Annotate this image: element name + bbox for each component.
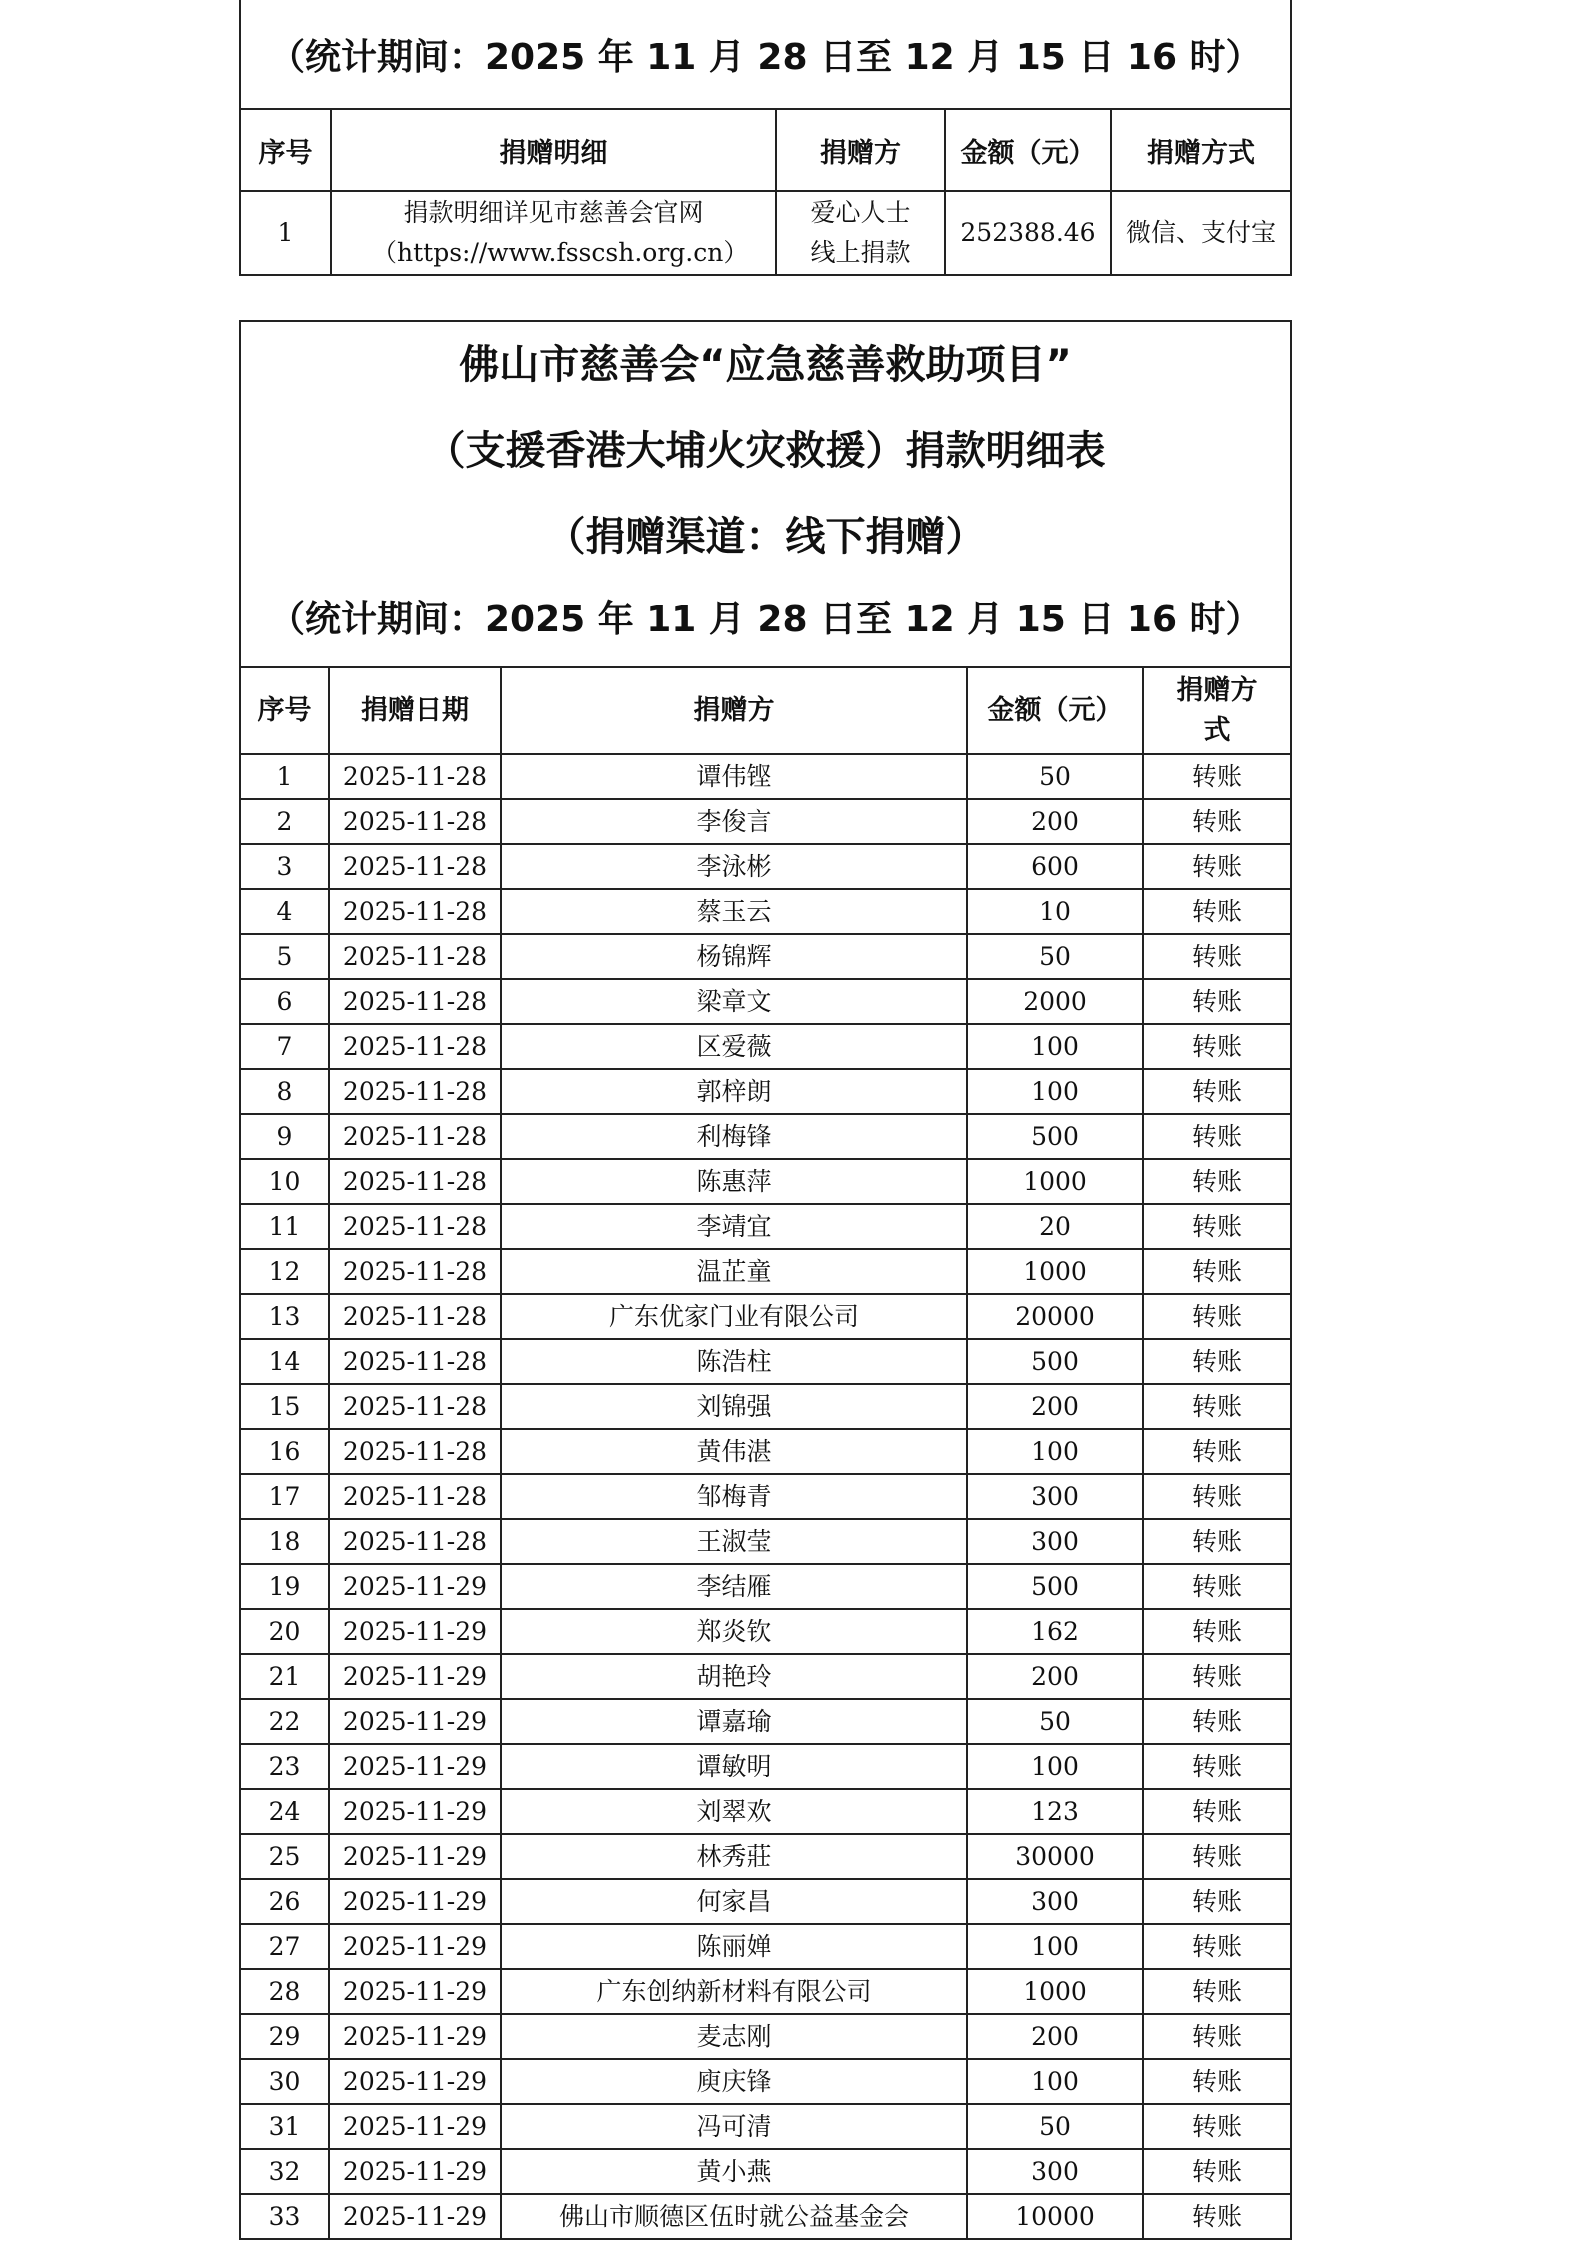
cell-method: 转账 <box>1143 1519 1291 1564</box>
cell-amount: 30000 <box>967 1834 1143 1879</box>
cell-method: 转账 <box>1143 1924 1291 1969</box>
offline-table-body <box>240 754 1291 2239</box>
cell-donor: 刘翠欢 <box>501 1789 967 1834</box>
cell-index: 32 <box>240 2149 329 2194</box>
header-detail: 捐赠明细 <box>331 109 776 191</box>
cell-method: 转账 <box>1143 1294 1291 1339</box>
cell-donor: 梁章文 <box>501 979 967 1024</box>
cell-method: 转账 <box>1143 2194 1291 2239</box>
cell-method: 转账 <box>1143 934 1291 979</box>
cell-amount: 300 <box>967 1474 1143 1519</box>
cell-method: 转账 <box>1143 1159 1291 1204</box>
cell-method: 转账 <box>1143 1249 1291 1294</box>
cell-amount: 300 <box>967 1879 1143 1924</box>
cell-donor: 区爱薇 <box>501 1024 967 1069</box>
cell-method: 转账 <box>1143 844 1291 889</box>
cell-donor: 蔡玉云 <box>501 889 967 934</box>
cell-donor: 杨锦辉 <box>501 934 967 979</box>
table-row <box>240 934 1291 979</box>
cell-index: 33 <box>240 2194 329 2239</box>
cell-index: 29 <box>240 2014 329 2059</box>
cell-index: 19 <box>240 1564 329 1609</box>
cell-donor: 麦志刚 <box>501 2014 967 2059</box>
cell-index: 25 <box>240 1834 329 1879</box>
table-row <box>240 754 1291 799</box>
header-amount: 金额（元） <box>967 667 1143 754</box>
table-row <box>240 2059 1291 2104</box>
header-method: 捐赠方式 <box>1143 667 1291 754</box>
cell-method: 转账 <box>1143 1339 1291 1384</box>
cell-index: 11 <box>240 1204 329 1249</box>
header-index: 序号 <box>240 109 331 191</box>
cell-method: 转账 <box>1143 1069 1291 1114</box>
cell-index: 1 <box>240 754 329 799</box>
cell-date: 2025-11-28 <box>329 1069 501 1114</box>
offline-header-row <box>240 667 1291 754</box>
cell-index: 4 <box>240 889 329 934</box>
cell-method: 转账 <box>1143 1654 1291 1699</box>
cell-amount: 200 <box>967 1654 1143 1699</box>
cell-donor: 庾庆锋 <box>501 2059 967 2104</box>
table-row <box>240 844 1291 889</box>
cell-detail: 捐款明细详见市慈善会官网（https://www.fsscsh.org.cn） <box>331 191 776 275</box>
cell-date: 2025-11-28 <box>329 844 501 889</box>
cell-index: 14 <box>240 1339 329 1384</box>
cell-date: 2025-11-28 <box>329 1429 501 1474</box>
cell-method: 转账 <box>1143 754 1291 799</box>
cell-amount: 123 <box>967 1789 1143 1834</box>
cell-amount: 252388.46 <box>945 191 1111 275</box>
table-row <box>240 1789 1291 1834</box>
cell-date: 2025-11-28 <box>329 1024 501 1069</box>
table-row <box>240 1474 1291 1519</box>
table-row <box>240 1519 1291 1564</box>
cell-date: 2025-11-28 <box>329 1159 501 1204</box>
cell-date: 2025-11-29 <box>329 2194 501 2239</box>
cell-amount: 100 <box>967 1069 1143 1114</box>
cell-donor: 黄伟湛 <box>501 1429 967 1474</box>
table-row <box>240 1564 1291 1609</box>
cell-amount: 50 <box>967 1699 1143 1744</box>
header-donor: 捐赠方 <box>776 109 945 191</box>
table-row <box>240 1924 1291 1969</box>
cell-donor: 郭梓朗 <box>501 1069 967 1114</box>
cell-donor: 陈丽婵 <box>501 1924 967 1969</box>
cell-donor: 利梅锋 <box>501 1114 967 1159</box>
cell-amount: 2000 <box>967 979 1143 1024</box>
cell-donor: 李靖宜 <box>501 1204 967 1249</box>
table-row <box>240 1069 1291 1114</box>
cell-method: 转账 <box>1143 1114 1291 1159</box>
cell-method: 转账 <box>1143 1024 1291 1069</box>
online-header-row <box>240 109 1291 191</box>
cell-method: 转账 <box>1143 1744 1291 1789</box>
cell-date: 2025-11-29 <box>329 1609 501 1654</box>
cell-method: 转账 <box>1143 1879 1291 1924</box>
cell-index: 16 <box>240 1429 329 1474</box>
cell-donor: 陈浩柱 <box>501 1339 967 1384</box>
cell-method: 转账 <box>1143 889 1291 934</box>
header-index: 序号 <box>240 667 329 754</box>
cell-date: 2025-11-29 <box>329 1744 501 1789</box>
table-row <box>240 1294 1291 1339</box>
cell-amount: 100 <box>967 1429 1143 1474</box>
cell-amount: 600 <box>967 844 1143 889</box>
cell-index: 22 <box>240 1699 329 1744</box>
cell-donor: 李结雁 <box>501 1564 967 1609</box>
cell-index: 5 <box>240 934 329 979</box>
cell-index: 1 <box>240 191 331 275</box>
cell-date: 2025-11-29 <box>329 1564 501 1609</box>
cell-donor: 何家昌 <box>501 1879 967 1924</box>
cell-index: 27 <box>240 1924 329 1969</box>
header-donor: 捐赠方 <box>501 667 967 754</box>
cell-amount: 100 <box>967 2059 1143 2104</box>
cell-index: 28 <box>240 1969 329 2014</box>
cell-date: 2025-11-28 <box>329 1294 501 1339</box>
cell-index: 10 <box>240 1159 329 1204</box>
table-row <box>240 1699 1291 1744</box>
cell-method: 转账 <box>1143 1564 1291 1609</box>
table-row <box>240 1879 1291 1924</box>
cell-index: 8 <box>240 1069 329 1114</box>
table-row <box>240 2104 1291 2149</box>
cell-donor: 陈惠萍 <box>501 1159 967 1204</box>
cell-method: 转账 <box>1143 2014 1291 2059</box>
offline-title-line2: （支援香港大埔火灾救援）捐款明细表 <box>425 428 1106 474</box>
cell-donor: 爱心人士线上捐款 <box>776 191 945 275</box>
cell-index: 20 <box>240 1609 329 1654</box>
cell-amount: 50 <box>967 754 1143 799</box>
cell-date: 2025-11-28 <box>329 1474 501 1519</box>
table-row <box>240 191 1291 275</box>
cell-date: 2025-11-29 <box>329 2149 501 2194</box>
cell-donor: 广东优家门业有限公司 <box>501 1294 967 1339</box>
cell-index: 13 <box>240 1294 329 1339</box>
table-row <box>240 1654 1291 1699</box>
table-row <box>240 1969 1291 2014</box>
cell-amount: 500 <box>967 1564 1143 1609</box>
offline-title-block <box>240 321 1291 667</box>
cell-amount: 200 <box>967 799 1143 844</box>
cell-date: 2025-11-28 <box>329 1519 501 1564</box>
cell-date: 2025-11-29 <box>329 2059 501 2104</box>
cell-amount: 1000 <box>967 1249 1143 1294</box>
cell-index: 7 <box>240 1024 329 1069</box>
cell-method: 转账 <box>1143 2059 1291 2104</box>
cell-date: 2025-11-29 <box>329 1969 501 2014</box>
cell-method: 转账 <box>1143 1969 1291 2014</box>
cell-amount: 300 <box>967 1519 1143 1564</box>
cell-method: 转账 <box>1143 2149 1291 2194</box>
table-row <box>240 2014 1291 2059</box>
cell-donor: 郑炎钦 <box>501 1609 967 1654</box>
cell-donor: 佛山市顺德区伍时就公益基金会 <box>501 2194 967 2239</box>
cell-amount: 10 <box>967 889 1143 934</box>
cell-method: 转账 <box>1143 1834 1291 1879</box>
cell-index: 30 <box>240 2059 329 2104</box>
table-row <box>240 979 1291 1024</box>
cell-date: 2025-11-29 <box>329 1789 501 1834</box>
cell-index: 15 <box>240 1384 329 1429</box>
table-row <box>240 1204 1291 1249</box>
cell-method: 转账 <box>1143 979 1291 1024</box>
cell-date: 2025-11-29 <box>329 2014 501 2059</box>
cell-method: 转账 <box>1143 1789 1291 1834</box>
cell-amount: 200 <box>967 2014 1143 2059</box>
cell-amount: 100 <box>967 1924 1143 1969</box>
cell-date: 2025-11-28 <box>329 1249 501 1294</box>
cell-donor: 李泳彬 <box>501 844 967 889</box>
cell-method: 转账 <box>1143 1609 1291 1654</box>
table-row <box>240 2149 1291 2194</box>
cell-donor: 王淑莹 <box>501 1519 967 1564</box>
online-donation-table <box>239 0 1292 276</box>
cell-donor: 黄小燕 <box>501 2149 967 2194</box>
cell-method: 转账 <box>1143 799 1291 844</box>
cell-amount: 100 <box>967 1744 1143 1789</box>
cell-date: 2025-11-29 <box>329 1924 501 1969</box>
cell-method: 转账 <box>1143 2104 1291 2149</box>
table-row <box>240 1834 1291 1879</box>
table-row <box>240 1159 1291 1204</box>
cell-method: 转账 <box>1143 1474 1291 1519</box>
cell-donor: 谭嘉瑜 <box>501 1699 967 1744</box>
cell-amount: 100 <box>967 1024 1143 1069</box>
cell-method: 微信、支付宝 <box>1111 191 1291 275</box>
cell-donor: 广东创纳新材料有限公司 <box>501 1969 967 2014</box>
cell-method: 转账 <box>1143 1429 1291 1474</box>
cell-date: 2025-11-28 <box>329 1204 501 1249</box>
cell-amount: 200 <box>967 1384 1143 1429</box>
cell-index: 24 <box>240 1789 329 1834</box>
cell-index: 18 <box>240 1519 329 1564</box>
cell-date: 2025-11-28 <box>329 934 501 979</box>
cell-date: 2025-11-28 <box>329 754 501 799</box>
cell-method: 转账 <box>1143 1204 1291 1249</box>
cell-index: 21 <box>240 1654 329 1699</box>
table-row <box>240 889 1291 934</box>
header-date: 捐赠日期 <box>329 667 501 754</box>
header-amount: 金额（元） <box>945 109 1111 191</box>
cell-donor: 邹梅青 <box>501 1474 967 1519</box>
cell-amount: 1000 <box>967 1159 1143 1204</box>
cell-method: 转账 <box>1143 1384 1291 1429</box>
cell-date: 2025-11-28 <box>329 979 501 1024</box>
cell-amount: 10000 <box>967 2194 1143 2239</box>
cell-amount: 50 <box>967 2104 1143 2149</box>
offline-period: （统计期间：2025 年 11 月 28 日至 12 月 15 日 16 时） <box>269 599 1262 640</box>
cell-date: 2025-11-29 <box>329 1879 501 1924</box>
cell-index: 17 <box>240 1474 329 1519</box>
cell-amount: 20 <box>967 1204 1143 1249</box>
table-row <box>240 799 1291 844</box>
cell-date: 2025-11-29 <box>329 1699 501 1744</box>
table-row <box>240 1384 1291 1429</box>
offline-title-line3: （捐赠渠道：线下捐赠） <box>545 514 986 560</box>
cell-amount: 500 <box>967 1114 1143 1159</box>
table-row <box>240 2194 1291 2239</box>
header-method: 捐赠方式 <box>1111 109 1291 191</box>
cell-index: 31 <box>240 2104 329 2149</box>
cell-date: 2025-11-29 <box>329 2104 501 2149</box>
offline-donation-table <box>239 320 1292 2240</box>
cell-amount: 162 <box>967 1609 1143 1654</box>
cell-index: 23 <box>240 1744 329 1789</box>
cell-date: 2025-11-29 <box>329 1834 501 1879</box>
cell-donor: 林秀莊 <box>501 1834 967 1879</box>
cell-amount: 500 <box>967 1339 1143 1384</box>
cell-donor: 刘锦强 <box>501 1384 967 1429</box>
cell-index: 9 <box>240 1114 329 1159</box>
table-row <box>240 1339 1291 1384</box>
cell-date: 2025-11-28 <box>329 889 501 934</box>
cell-donor: 李俊言 <box>501 799 967 844</box>
cell-index: 2 <box>240 799 329 844</box>
cell-donor: 谭伟铿 <box>501 754 967 799</box>
table-row <box>240 1114 1291 1159</box>
cell-date: 2025-11-28 <box>329 1339 501 1384</box>
offline-title-line1: 佛山市慈善会“应急慈善救助项目” <box>459 342 1072 388</box>
online-period: （统计期间：2025 年 11 月 28 日至 12 月 15 日 16 时） <box>240 0 1291 109</box>
cell-donor: 谭敏明 <box>501 1744 967 1789</box>
cell-amount: 300 <box>967 2149 1143 2194</box>
cell-donor: 温芷童 <box>501 1249 967 1294</box>
cell-date: 2025-11-28 <box>329 1114 501 1159</box>
table-row <box>240 1249 1291 1294</box>
cell-date: 2025-11-28 <box>329 1384 501 1429</box>
table-row <box>240 1744 1291 1789</box>
cell-method: 转账 <box>1143 1699 1291 1744</box>
table-row <box>240 1429 1291 1474</box>
cell-donor: 冯可清 <box>501 2104 967 2149</box>
table-row <box>240 1609 1291 1654</box>
table-row <box>240 1024 1291 1069</box>
cell-amount: 1000 <box>967 1969 1143 2014</box>
cell-amount: 20000 <box>967 1294 1143 1339</box>
cell-index: 12 <box>240 1249 329 1294</box>
cell-date: 2025-11-28 <box>329 799 501 844</box>
cell-index: 26 <box>240 1879 329 1924</box>
cell-index: 6 <box>240 979 329 1024</box>
cell-date: 2025-11-29 <box>329 1654 501 1699</box>
cell-donor: 胡艳玲 <box>501 1654 967 1699</box>
cell-index: 3 <box>240 844 329 889</box>
cell-amount: 50 <box>967 934 1143 979</box>
